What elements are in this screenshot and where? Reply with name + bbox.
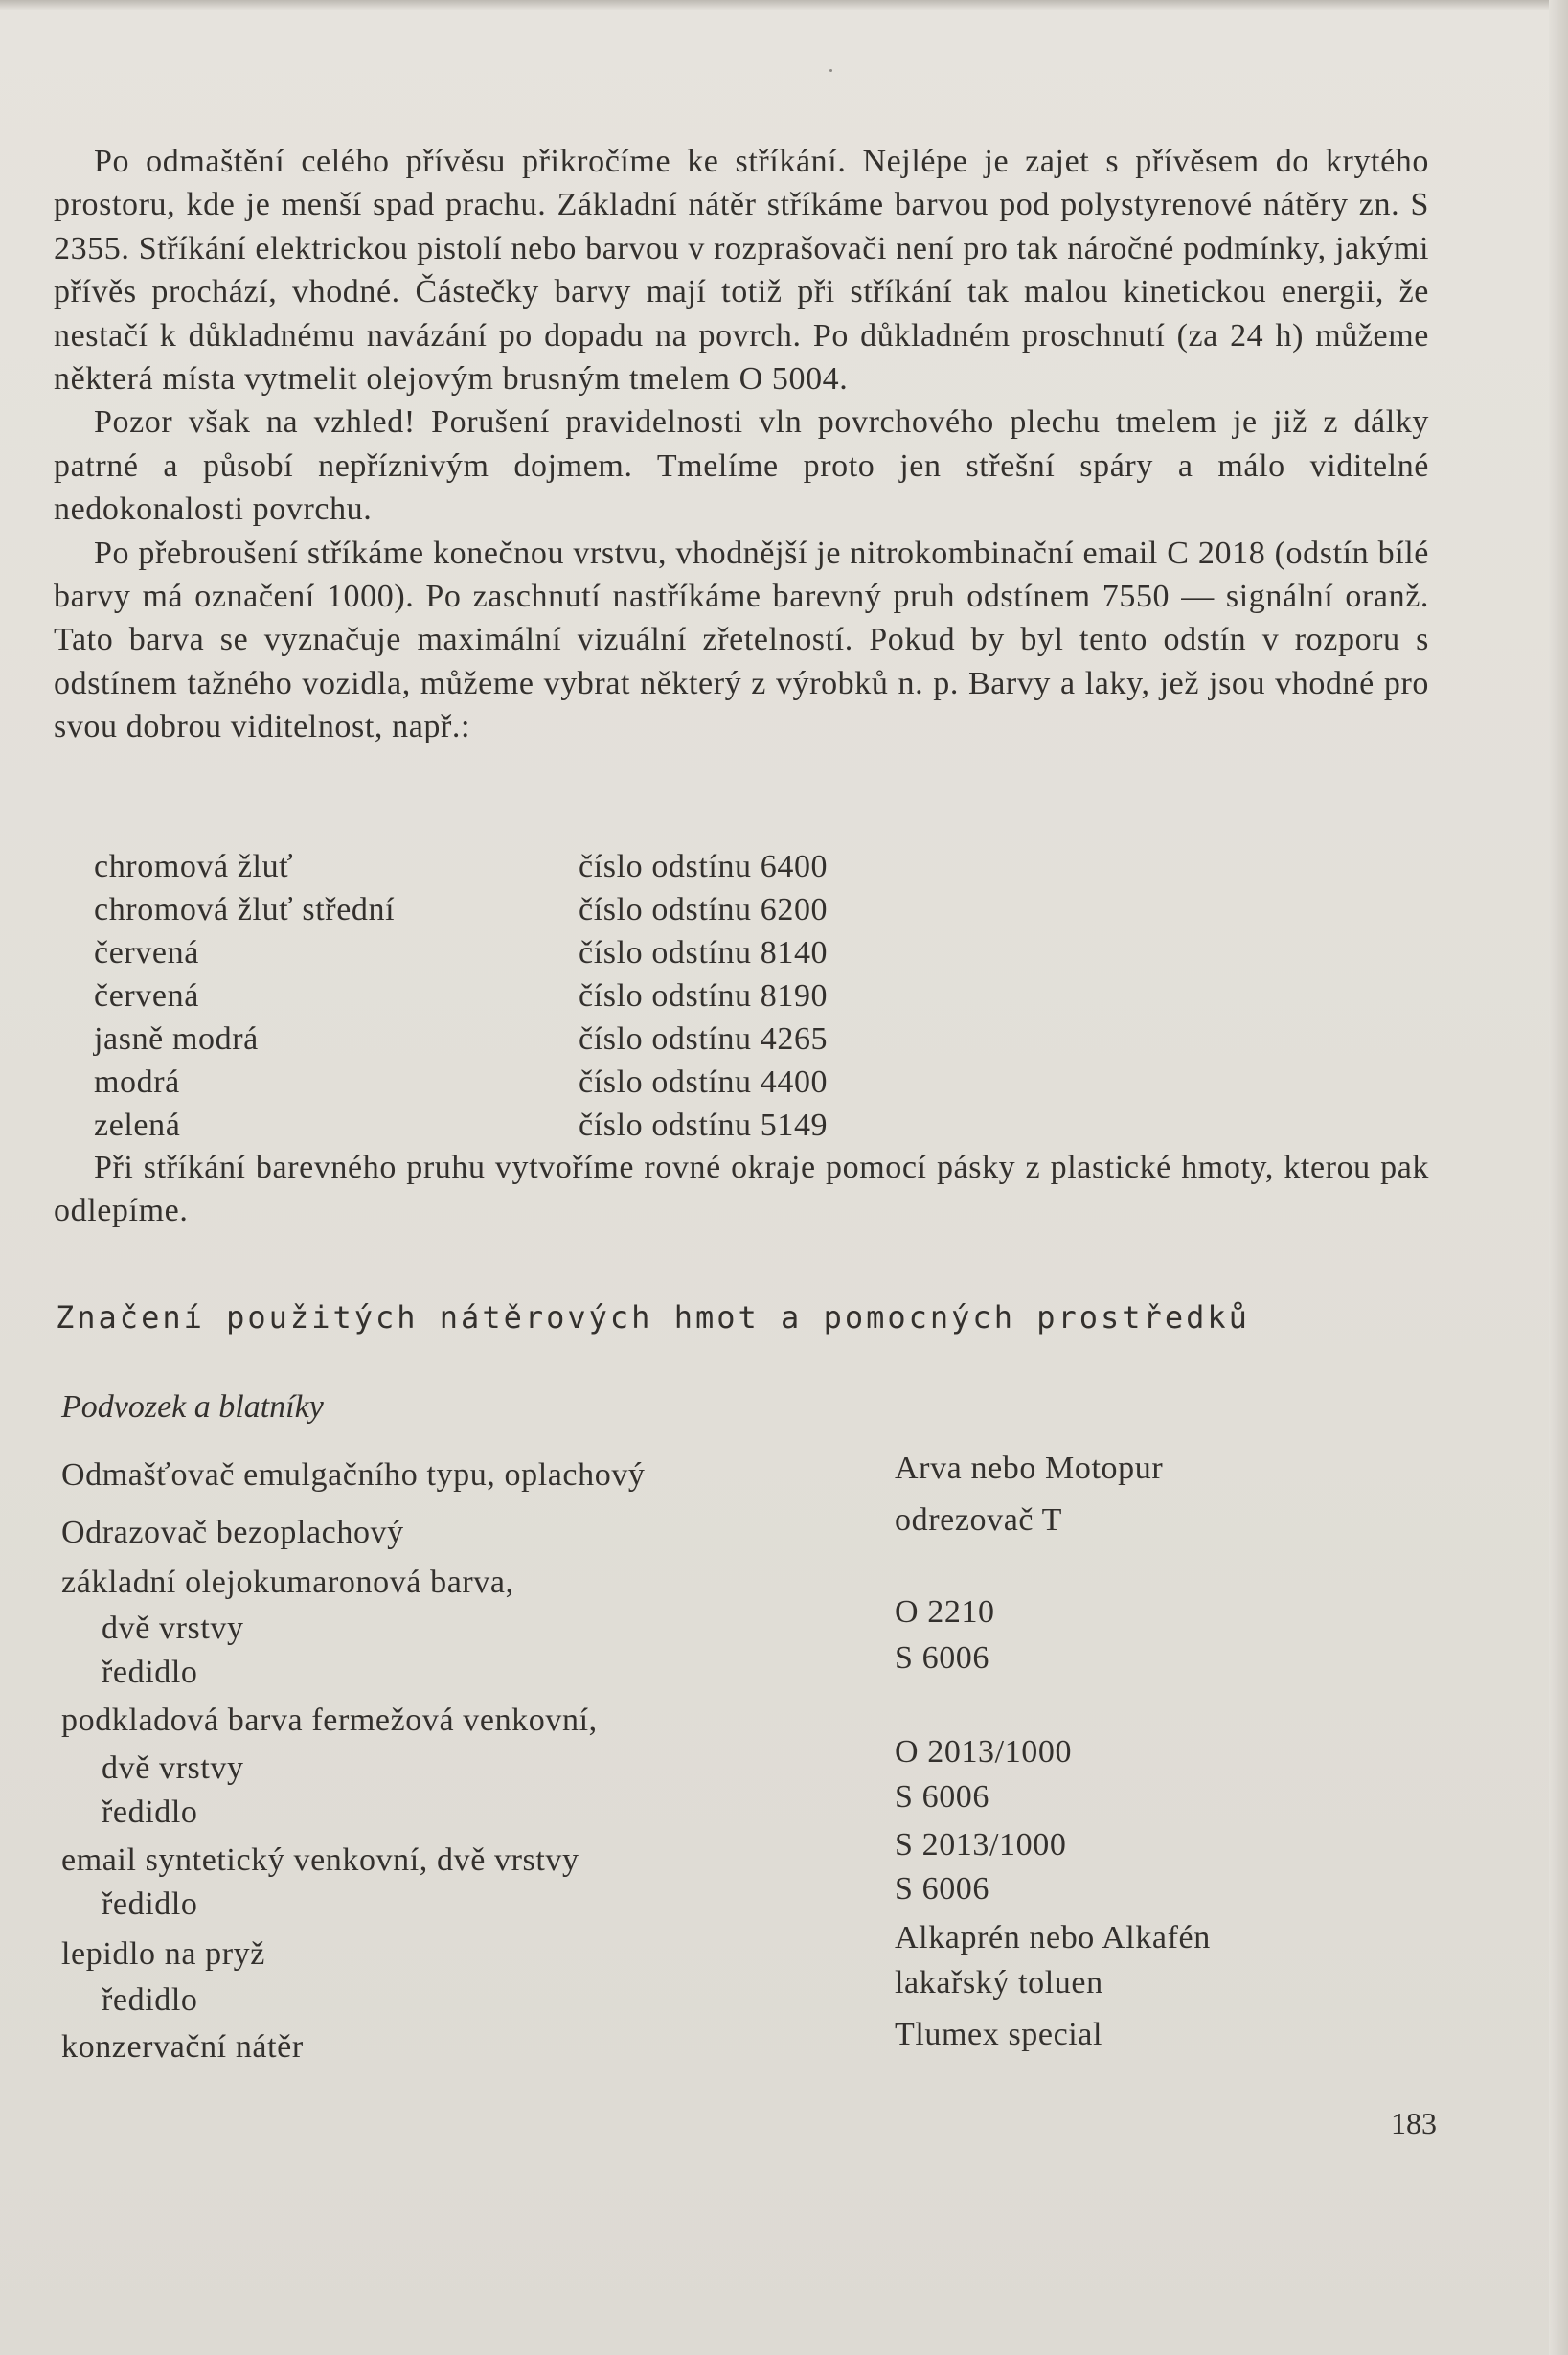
color-name: červená: [94, 978, 199, 1014]
material-name: Odmašťovač emulgačního typu, oplachový: [61, 1457, 646, 1493]
material-subitem: ředidlo: [102, 1886, 198, 1922]
section-heading: Značení použitých nátěrových hmot a pomocných prostředků: [56, 1299, 1250, 1336]
color-row: [94, 1104, 956, 1147]
material-product: S 6006: [895, 1779, 990, 1815]
material-name: základní olejokumaronová barva,: [61, 1565, 514, 1600]
color-code: číslo odstínu 5149: [579, 1108, 829, 1143]
body-text: [54, 140, 1429, 749]
color-name: červená: [94, 935, 199, 971]
material-name: podkladová barva fermežová venkovní,: [61, 1703, 598, 1738]
color-code: číslo odstínu 8190: [579, 978, 829, 1014]
color-row: [94, 845, 956, 888]
color-name: chromová žluť střední: [94, 892, 396, 927]
color-row: [94, 931, 956, 974]
color-code: číslo odstínu 4400: [579, 1064, 829, 1100]
material-product: lakařský toluen: [895, 1965, 1103, 2001]
page-top-edge: [0, 0, 1568, 10]
color-code: číslo odstínu 4265: [579, 1021, 829, 1057]
color-name: zelená: [94, 1108, 181, 1143]
material-subitem: ředidlo: [102, 1655, 198, 1690]
material-name: Odrazovač bezoplachový: [61, 1515, 404, 1550]
color-name: jasně modrá: [94, 1021, 259, 1057]
paragraph-spraying: Po odmaštění celého přívěsu přikročíme ke stříkání. Nejlépe je zajet s přívěsem do krytého prostoru, kde je menší spad prachu. Základní nátěr stříkáme barvou pod polystyrenové nátěry zn. S 2355. Stříkání elektrickou pistolí nebo barvou v rozprašovači není pro tak náročné podmínky, jakými přívěs prochází, vhodné. Částečky barvy mají totiž při stříkání tak malou kinetickou energii, že nestačí k důkladnému navázání po dopadu na povrch. Po důkladném proschnutí (za 24 h) můžeme některá místa vytmelit olejovým brusným tmelem O 5004.: [54, 144, 1429, 398]
material-subitem: dvě vrstvy: [102, 1750, 244, 1786]
material-name: konzervační nátěr: [61, 2029, 304, 2065]
material-product: O 2210: [895, 1594, 995, 1630]
color-name: modrá: [94, 1064, 180, 1100]
material-product: S 6006: [895, 1871, 990, 1907]
paragraph-final-coat: Po přebroušení stříkáme konečnou vrstvu, vhodnější je nitrokombinační email C 2018 (odstín bílé barvy má označení 1000). Po zaschnutí nastříkáme barevný pruh odstínem 7550 — signální oranž. Tato barva se vyznačuje maximální vizuální zřetelností. Pokud by byl tento odstín v rozporu s odstínem tažného vozidla, můžeme vybrat některý z výrobků n. p. Barvy a laky, jež jsou vhodné pro svou dobrou viditelnost, např.:: [54, 535, 1429, 745]
color-row: [94, 1061, 956, 1104]
material-product: Tlumex special: [895, 2017, 1103, 2052]
material-subitem: ředidlo: [102, 1982, 198, 2018]
body-text-after-table: [54, 1146, 1429, 1233]
color-shade-table: [94, 845, 956, 1147]
material-name: email syntetický venkovní, dvě vrstvy: [61, 1842, 579, 1878]
page-right-edge: [1549, 0, 1568, 2355]
material-subitem: dvě vrstvy: [102, 1611, 244, 1646]
color-code: číslo odstínu 8140: [579, 935, 829, 971]
material-product: Alkaprén nebo Alkafén: [895, 1920, 1211, 1955]
color-row: [94, 888, 956, 931]
material-product: S 6006: [895, 1640, 990, 1676]
material-product: O 2013/1000: [895, 1734, 1073, 1770]
color-row: [94, 974, 956, 1017]
color-row: [94, 1017, 956, 1061]
color-name: chromová žluť: [94, 849, 294, 884]
paragraph-appearance: Pozor však na vzhled! Porušení pravidelnosti vln povrchového plechu tmelem je již z dálky patrné a působí nepříznivým dojmem. Tmelíme proto jen střešní spáry a málo viditelné nedokonalosti povrchu.: [54, 404, 1429, 528]
material-subitem: ředidlo: [102, 1795, 198, 1830]
color-code: číslo odstínu 6200: [579, 892, 829, 927]
material-product: odrezovač T: [895, 1502, 1062, 1538]
material-product: S 2013/1000: [895, 1827, 1067, 1863]
paragraph-tape: Při stříkání barevného pruhu vytvoříme rovné okraje pomocí pásky z plastické hmoty, kterou pak odlepíme.: [54, 1150, 1429, 1229]
material-product: Arva nebo Motopur: [895, 1451, 1164, 1486]
paper-speck: [829, 69, 832, 72]
material-name: lepidlo na pryž: [61, 1936, 265, 1972]
subsection-heading: Podvozek a blatníky: [61, 1389, 324, 1425]
page-number: 183: [1391, 2106, 1437, 2140]
color-code: číslo odstínu 6400: [579, 849, 829, 884]
